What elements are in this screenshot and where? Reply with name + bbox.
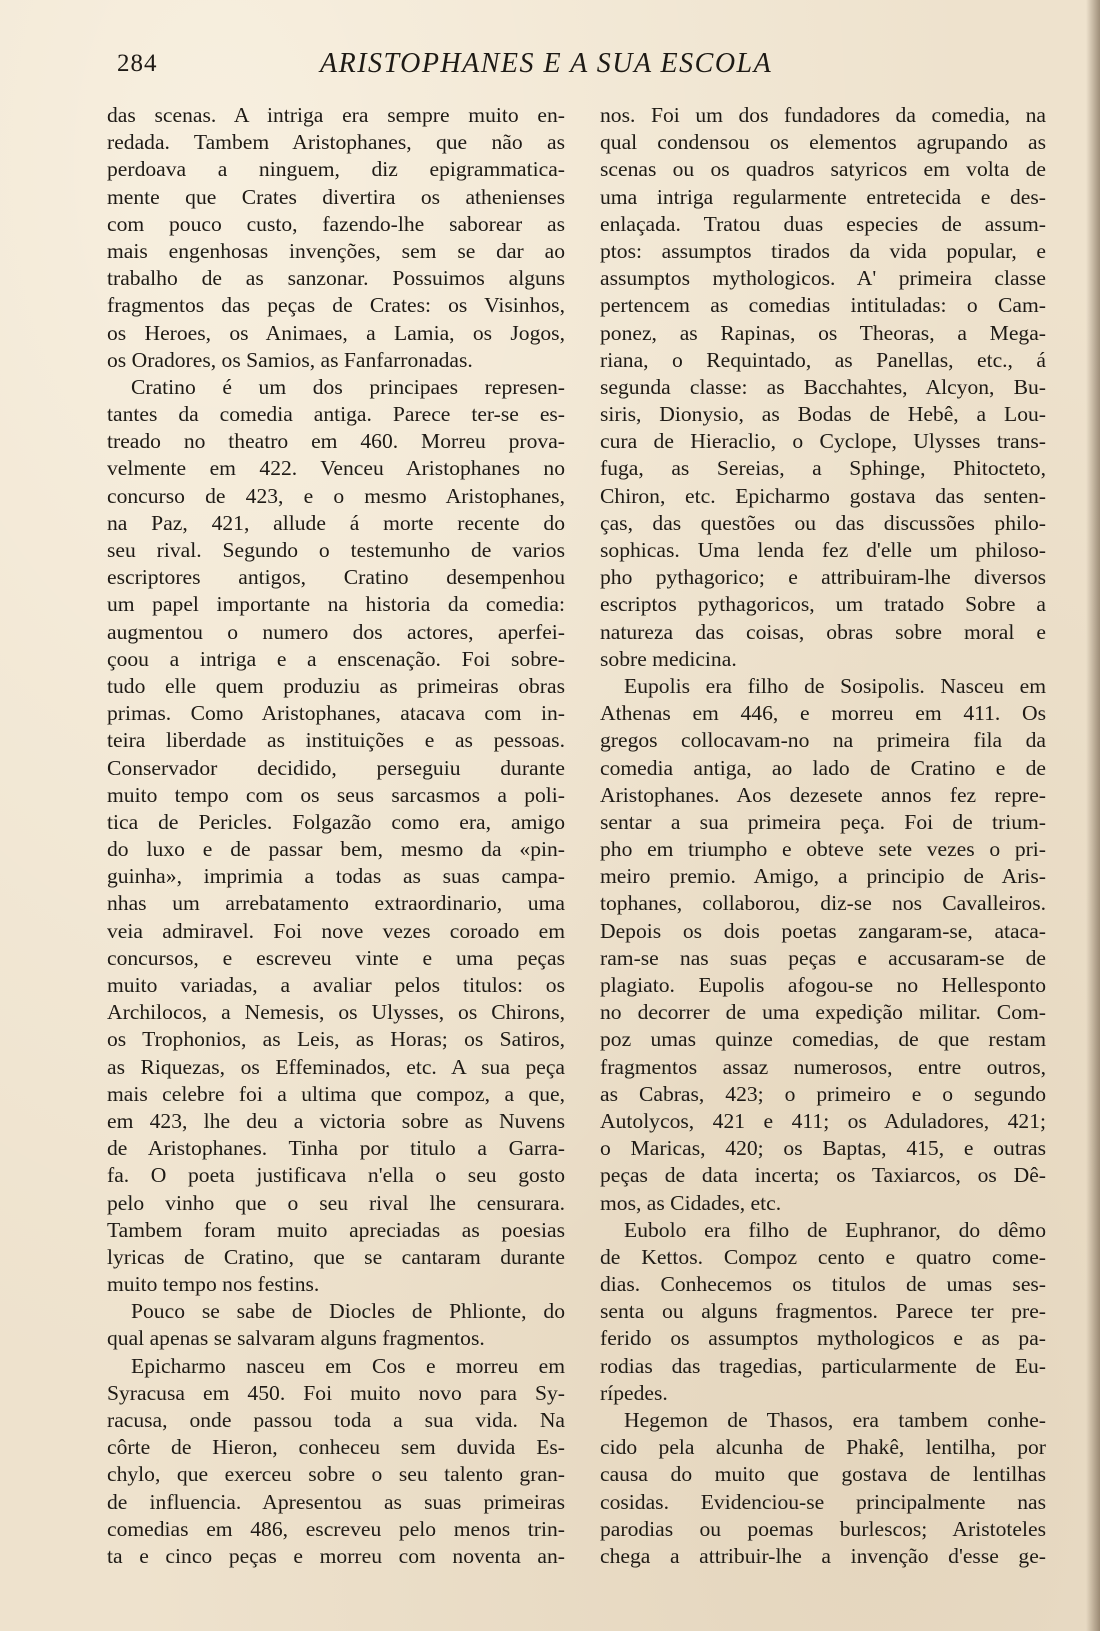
text-line: augmentou o numero dos actores, aperfei-: [107, 619, 565, 644]
text-line: Hegemon de Thasos, era tambem conhe-: [624, 1408, 1046, 1432]
text-line: ças, das questões ou das discussões philo-: [600, 510, 1046, 535]
text-line: trabalho de as sanzonar. Possuimos alguns: [107, 266, 565, 291]
text-line: as Riquezas, os Effeminados, etc. A sua peça: [107, 1054, 565, 1079]
text-line: as Cabras, 423; o primeiro e o segundo: [600, 1081, 1046, 1106]
text-line: plagiato. Eupolis afogou-se no Hellesponto: [600, 973, 1046, 997]
text-line: Archilocos, a Nemesis, os Ulysses, os Chirons,: [107, 1000, 565, 1025]
text-line: mais celebre foi a ultima que compoz, a que,: [107, 1081, 565, 1106]
text-line: escriptos pythagoricos, um tratado Sobre a: [600, 592, 1046, 617]
text-line: tudo elle quem produziu as primeiras obras: [107, 673, 565, 698]
text-line: ta e cinco peças e morreu com noventa an-: [107, 1543, 565, 1568]
text-line: com pouco custo, fazendo-lhe saborear as: [107, 211, 565, 236]
text-line: Cratino é um dos principaes represen-: [131, 374, 565, 399]
text-line: veia admiravel. Foi nove vezes coroado em: [107, 918, 565, 943]
text-line: sentar a sua primeira peça. Foi de trium-: [600, 809, 1046, 834]
text-line: chylo, que exerceu sobre o seu talento gran-: [107, 1462, 565, 1487]
text-line: parodias ou poemas burlescos; Aristoteles: [600, 1516, 1046, 1541]
text-line: Eubolo era filho de Euphranor, do dêmo: [624, 1217, 1046, 1242]
text-line: natureza das coisas, obras sobre moral e: [600, 619, 1046, 644]
text-line: Pouco se sabe de Diocles de Phlionte, do: [131, 1299, 565, 1324]
page-number: 284: [117, 50, 158, 77]
text-line: mos, as Cidades, etc.: [600, 1190, 782, 1215]
text-line: primas. Como Aristophanes, atacava com in-: [107, 701, 565, 726]
text-line: de Aristophanes. Tinha por titulo a Garra-: [107, 1136, 565, 1161]
text-line: em 423, lhe deu a victoria sobre as Nuvens: [107, 1108, 565, 1133]
text-line: racusa, onde passou toda a sua vida. Na: [107, 1408, 565, 1432]
page-gutter-shadow: [1086, 0, 1100, 1631]
text-line: causa do muito que gostava de lentilhas: [600, 1462, 1046, 1487]
text-line: Depois os dois poetas zangaram-se, ataca-: [600, 918, 1046, 943]
text-line: uma intriga regularmente entretecida e des-: [600, 184, 1046, 209]
text-line: comedia antiga, ao lado de Cratino e de: [600, 755, 1046, 780]
right-text-column: [600, 102, 1046, 1570]
text-line: guinha», imprimia a todas as suas campa-: [107, 864, 565, 889]
text-line: Chiron, etc. Epicharmo gostava das senten-: [600, 483, 1046, 508]
text-line: mais engenhosas invenções, sem se dar ao: [107, 238, 565, 263]
text-line: poz umas quinze comedias, de que restam: [600, 1027, 1046, 1052]
text-line: concurso de 423, e o mesmo Aristophanes,: [107, 483, 565, 508]
text-line: Eupolis era filho de Sosipolis. Nasceu em: [624, 673, 1046, 698]
text-line: sobre medicina.: [600, 646, 737, 671]
text-line: do luxo e de passar bem, mesmo da «pin-: [107, 837, 565, 862]
text-line: cura de Hieraclio, o Cyclope, Ulysses trans-: [600, 429, 1046, 454]
text-line: gregos collocavam-no na primeira fila da: [600, 728, 1046, 753]
text-line: concursos, e escreveu vinte e uma peças: [107, 945, 565, 970]
text-line: riana, o Requintado, as Panellas, etc., á: [600, 347, 1046, 372]
text-line: Tambem foram muito apreciadas as poesias: [107, 1217, 565, 1242]
text-line: côrte de Hieron, conheceu sem duvida Es-: [107, 1435, 565, 1460]
text-line: ferido os assumptos mythologicos e as pa-: [600, 1326, 1046, 1351]
text-line: tophanes, collaborou, diz-se nos Cavalleiros.: [600, 891, 1046, 916]
text-line: lyricas de Cratino, que se cantaram durante: [107, 1244, 565, 1269]
text-line: na Paz, 421, allude á morte recente do: [107, 510, 565, 535]
text-line: Conservador decidido, perseguiu durante: [107, 755, 565, 780]
text-line: fragmentos das peças de Crates: os Visinhos,: [107, 293, 565, 318]
text-line: de Kettos. Compoz cento e quatro come-: [600, 1244, 1046, 1269]
text-line: no decorrer de uma expedição militar. Com-: [600, 1000, 1046, 1025]
text-line: chega a attribuir-lhe a invenção d'esse ge-: [600, 1543, 1046, 1568]
text-line: das scenas. A intriga era sempre muito en-: [107, 103, 565, 127]
text-line: Syracusa em 450. Foi muito novo para Sy-: [107, 1380, 565, 1405]
text-line: ptos: assumptos tirados da vida popular, e: [600, 238, 1046, 263]
text-line: Aristophanes. Aos dezesete annos fez repre-: [600, 782, 1046, 807]
text-line: tica de Pericles. Folgazão como era, amigo: [107, 809, 565, 834]
text-line: pertencem as comedias intituladas: o Cam-: [600, 293, 1046, 318]
text-line: teira liberdade as instituições e as pessoas.: [107, 728, 565, 753]
text-line: escriptores antigos, Cratino desempenhou: [107, 565, 565, 590]
text-line: scenas ou os quadros satyricos em volta de: [600, 157, 1046, 182]
text-line: comedias em 486, escreveu pelo menos trin-: [107, 1516, 565, 1541]
text-line: segunda classe: as Bacchahtes, Alcyon, Bu-: [600, 374, 1046, 399]
text-line: qual apenas se salvaram alguns fragmentos.: [107, 1326, 485, 1351]
text-line: fragmentos assaz numerosos, entre outros,: [600, 1054, 1046, 1079]
text-line: cido pela alcunha de Phakê, lentilha, por: [600, 1435, 1046, 1460]
text-line: ponez, as Rapinas, os Theoras, a Mega-: [600, 320, 1046, 345]
text-line: muito tempo nos festins.: [107, 1272, 320, 1297]
text-line: pelo vinho que o seu rival lhe censurara.: [107, 1190, 565, 1215]
text-line: rípedes.: [600, 1380, 668, 1405]
text-line: enlaçada. Tratou duas especies de assum-: [600, 211, 1046, 236]
text-line: cosidas. Evidenciou-se principalmente nas: [600, 1489, 1046, 1514]
text-line: treado no theatro em 460. Morreu prova-: [107, 429, 565, 454]
text-line: fa. O poeta justificava n'ella o seu gosto: [107, 1163, 565, 1188]
text-line: o Maricas, 420; os Baptas, 415, e outras: [600, 1136, 1046, 1161]
text-line: siris, Dionysio, as Bodas de Hebê, a Lou-: [600, 402, 1046, 427]
text-line: de influencia. Apresentou as suas primeiras: [107, 1489, 565, 1514]
text-line: mente que Crates divertira os athenienses: [107, 184, 565, 209]
text-line: nhas um arrebatamento extraordinario, uma: [107, 891, 565, 916]
text-line: perdoava a ninguem, diz epigrammatica-: [107, 157, 565, 182]
text-line: pho em triumpho e obteve sete vezes o pri-: [600, 837, 1046, 862]
text-line: velmente em 422. Venceu Aristophanes no: [107, 456, 565, 481]
text-line: ram-se nas suas peças e accusaram-se de: [600, 945, 1046, 970]
text-line: muito tempo com os seus sarcasmos a poli-: [107, 782, 565, 807]
text-line: pho pythagorico; e attribuiram-lhe diversos: [600, 565, 1046, 590]
text-line: seu rival. Segundo o testemunho de varios: [107, 538, 565, 562]
text-line: qual condensou os elementos agrupando as: [600, 130, 1046, 155]
text-line: çoou a intriga e a enscenação. Foi sobre-: [107, 646, 565, 671]
text-line: senta ou alguns fragmentos. Parece ter pre-: [600, 1299, 1046, 1324]
text-line: Athenas em 446, e morreu em 411. Os: [600, 701, 1046, 726]
text-line: rodias das tragedias, particularmente de Eu-: [600, 1353, 1046, 1378]
text-line: meiro premio. Amigo, a principio de Aris-: [600, 864, 1046, 889]
text-line: Autolycos, 421 e 411; os Aduladores, 421;: [600, 1108, 1046, 1133]
text-line: os Oradores, os Samios, as Fanfarronadas.: [107, 347, 473, 372]
text-line: tantes da comedia antiga. Parece ter-se es-: [107, 402, 565, 427]
text-line: um papel importante na historia da comedia:: [107, 592, 565, 617]
text-line: peças de data incerta; os Taxiarcos, os Dê-: [600, 1163, 1046, 1188]
text-line: dias. Conhecemos os titulos de umas ses-: [600, 1272, 1046, 1297]
text-line: sophicas. Uma lenda fez d'elle um philoso-: [600, 538, 1046, 562]
running-title: ARISTOPHANES E A SUA ESCOLA: [320, 48, 773, 79]
text-line: redada. Tambem Aristophanes, que não as: [107, 130, 565, 155]
text-line: os Heroes, os Animaes, a Lamia, os Jogos,: [107, 320, 565, 345]
left-text-column: [107, 102, 565, 1570]
text-line: fuga, as Sereias, a Sphinge, Phitocteto,: [600, 456, 1046, 481]
text-line: nos. Foi um dos fundadores da comedia, na: [600, 103, 1046, 127]
text-line: Epicharmo nasceu em Cos e morreu em: [131, 1353, 565, 1378]
text-line: os Trophonios, as Leis, as Horas; os Satiros,: [107, 1027, 565, 1052]
text-line: assumptos mythologicos. A' primeira classe: [600, 266, 1046, 291]
text-line: muito variadas, a avaliar pelos titulos: os: [107, 973, 565, 997]
